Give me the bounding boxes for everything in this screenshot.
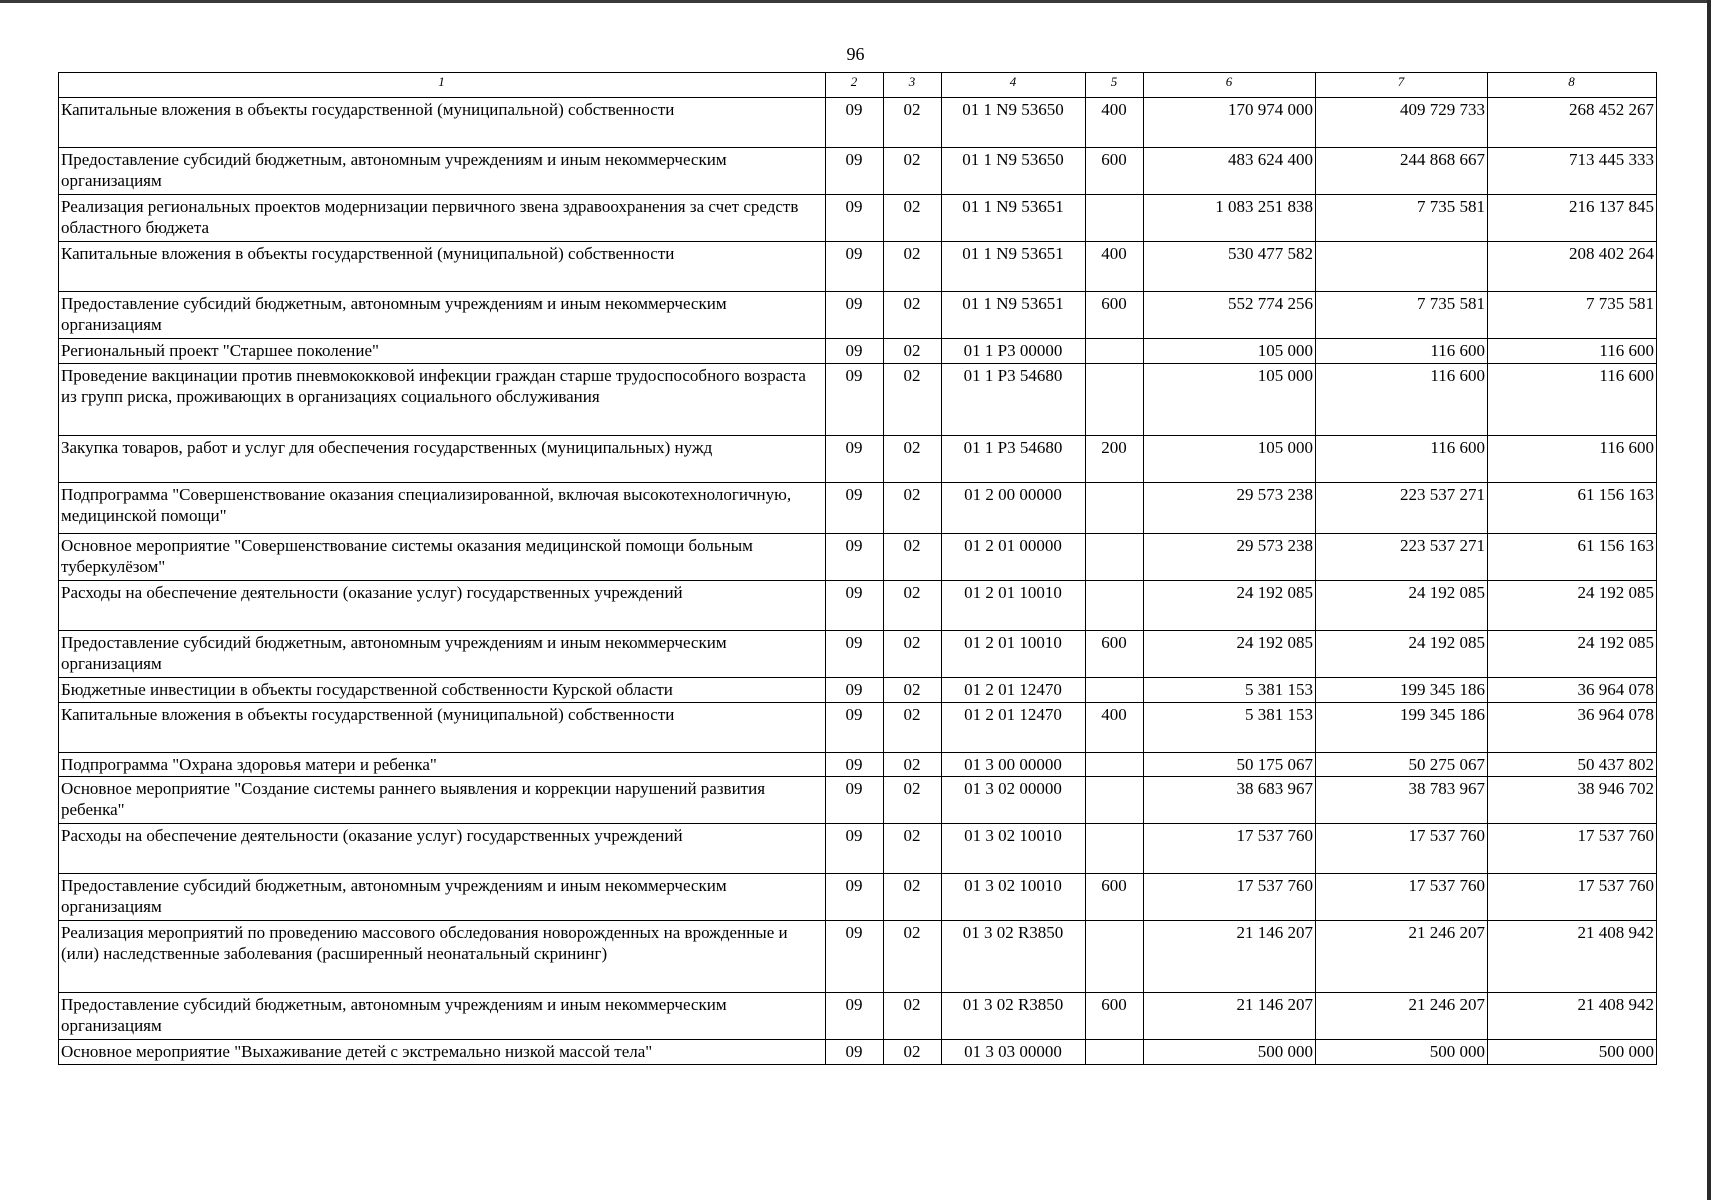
row-amount-3: 116 600: [1488, 436, 1657, 483]
row-target-code: 01 3 02 10010: [942, 874, 1086, 921]
header-cell-5: 5: [1086, 73, 1144, 98]
table-row: [59, 581, 1657, 631]
row-section: 09: [826, 631, 884, 678]
row-subsection: 02: [884, 753, 942, 777]
header-cell-8: 8: [1488, 73, 1657, 98]
row-expense-type: [1086, 921, 1144, 993]
row-amount-2: 116 600: [1316, 436, 1488, 483]
row-amount-2: 116 600: [1316, 364, 1488, 436]
row-name: Капитальные вложения в объекты государственной (муниципальной) собственности: [59, 703, 826, 753]
row-section: 09: [826, 678, 884, 703]
row-expense-type: 200: [1086, 436, 1144, 483]
row-section: 09: [826, 824, 884, 874]
row-subsection: 02: [884, 581, 942, 631]
row-subsection: 02: [884, 242, 942, 292]
header-cell-7: 7: [1316, 73, 1488, 98]
row-target-code: 01 3 02 R3850: [942, 993, 1086, 1040]
row-section: 09: [826, 483, 884, 534]
header-cell-1: 1: [59, 73, 826, 98]
row-expense-type: 600: [1086, 874, 1144, 921]
row-subsection: 02: [884, 921, 942, 993]
row-subsection: 02: [884, 874, 942, 921]
table-row: [59, 98, 1657, 148]
row-amount-2: 50 275 067: [1316, 753, 1488, 777]
table-row: [59, 874, 1657, 921]
table-row: [59, 534, 1657, 581]
row-subsection: 02: [884, 98, 942, 148]
table-row: [59, 436, 1657, 483]
row-name: Капитальные вложения в объекты государственной (муниципальной) собственности: [59, 242, 826, 292]
row-name: Подпрограмма "Охрана здоровья матери и ребенка": [59, 753, 826, 777]
row-expense-type: [1086, 678, 1144, 703]
row-name: Реализация региональных проектов модернизации первичного звена здравоохранения за счет средств областного бюджета: [59, 195, 826, 242]
row-target-code: 01 2 01 10010: [942, 581, 1086, 631]
row-expense-type: 400: [1086, 703, 1144, 753]
row-amount-1: 105 000: [1144, 339, 1316, 364]
table-header-row: [59, 73, 1657, 98]
header-cell-2: 2: [826, 73, 884, 98]
row-section: 09: [826, 98, 884, 148]
row-name: Предоставление субсидий бюджетным, автономным учреждениям и иным некоммерческим организациям: [59, 874, 826, 921]
row-target-code: 01 1 P3 00000: [942, 339, 1086, 364]
row-target-code: 01 2 00 00000: [942, 483, 1086, 534]
row-amount-2: 17 537 760: [1316, 874, 1488, 921]
table-row: [59, 364, 1657, 436]
row-amount-3: 38 946 702: [1488, 777, 1657, 824]
row-amount-1: 29 573 238: [1144, 483, 1316, 534]
row-amount-3: 21 408 942: [1488, 921, 1657, 993]
row-target-code: 01 2 01 12470: [942, 703, 1086, 753]
row-section: 09: [826, 581, 884, 631]
row-subsection: 02: [884, 993, 942, 1040]
row-section: 09: [826, 339, 884, 364]
row-amount-2: 38 783 967: [1316, 777, 1488, 824]
row-amount-3: 36 964 078: [1488, 703, 1657, 753]
row-amount-2: [1316, 242, 1488, 292]
row-section: 09: [826, 993, 884, 1040]
header-cell-6: 6: [1144, 73, 1316, 98]
row-amount-1: 552 774 256: [1144, 292, 1316, 339]
row-target-code: 01 1 N9 53651: [942, 195, 1086, 242]
scan-edge-right: [1707, 0, 1711, 1200]
row-amount-2: 7 735 581: [1316, 292, 1488, 339]
row-target-code: 01 3 02 R3850: [942, 921, 1086, 993]
table-row: [59, 483, 1657, 534]
table-row: [59, 753, 1657, 777]
row-subsection: 02: [884, 534, 942, 581]
row-name: Бюджетные инвестиции в объекты государственной собственности Курской области: [59, 678, 826, 703]
row-amount-1: 5 381 153: [1144, 703, 1316, 753]
row-name: Проведение вакцинации против пневмококковой инфекции граждан старше трудоспособного возраста из групп риска, проживающих в организациях социального обслуживания: [59, 364, 826, 436]
row-amount-1: 17 537 760: [1144, 824, 1316, 874]
row-target-code: 01 1 P3 54680: [942, 436, 1086, 483]
row-name: Предоставление субсидий бюджетным, автономным учреждениям и иным некоммерческим организациям: [59, 292, 826, 339]
row-section: 09: [826, 242, 884, 292]
row-amount-3: 7 735 581: [1488, 292, 1657, 339]
row-amount-2: 199 345 186: [1316, 703, 1488, 753]
row-amount-3: 24 192 085: [1488, 631, 1657, 678]
table-row: [59, 703, 1657, 753]
row-expense-type: [1086, 534, 1144, 581]
row-subsection: 02: [884, 483, 942, 534]
row-amount-1: 21 146 207: [1144, 993, 1316, 1040]
row-amount-3: 216 137 845: [1488, 195, 1657, 242]
row-expense-type: 600: [1086, 993, 1144, 1040]
page-number: 96: [846, 44, 865, 64]
row-expense-type: [1086, 753, 1144, 777]
row-subsection: 02: [884, 292, 942, 339]
table-row: [59, 777, 1657, 824]
row-name: Основное мероприятие "Совершенствование системы оказания медицинской помощи больным туберкулёзом": [59, 534, 826, 581]
table-row: [59, 1040, 1657, 1065]
row-name: Региональный проект "Старшее поколение": [59, 339, 826, 364]
row-subsection: 02: [884, 824, 942, 874]
row-section: 09: [826, 195, 884, 242]
row-amount-2: 21 246 207: [1316, 921, 1488, 993]
row-subsection: 02: [884, 703, 942, 753]
row-amount-1: 530 477 582: [1144, 242, 1316, 292]
row-expense-type: 600: [1086, 292, 1144, 339]
row-target-code: 01 1 P3 54680: [942, 364, 1086, 436]
row-expense-type: 400: [1086, 242, 1144, 292]
row-amount-2: 223 537 271: [1316, 483, 1488, 534]
row-subsection: 02: [884, 339, 942, 364]
row-amount-3: 21 408 942: [1488, 993, 1657, 1040]
table-row: [59, 824, 1657, 874]
row-section: 09: [826, 436, 884, 483]
header-cell-3: 3: [884, 73, 942, 98]
row-expense-type: [1086, 483, 1144, 534]
row-expense-type: [1086, 1040, 1144, 1065]
row-name: Основное мероприятие "Создание системы раннего выявления и коррекции нарушений развития ребенка": [59, 777, 826, 824]
row-section: 09: [826, 777, 884, 824]
table-body: [59, 73, 1657, 1065]
row-amount-3: 500 000: [1488, 1040, 1657, 1065]
row-name: Расходы на обеспечение деятельности (оказание услуг) государственных учреждений: [59, 581, 826, 631]
table-row: [59, 292, 1657, 339]
row-amount-1: 483 624 400: [1144, 148, 1316, 195]
table-row: [59, 339, 1657, 364]
row-amount-2: 24 192 085: [1316, 631, 1488, 678]
row-target-code: 01 1 N9 53650: [942, 148, 1086, 195]
row-expense-type: 600: [1086, 148, 1144, 195]
row-amount-3: 61 156 163: [1488, 483, 1657, 534]
row-amount-2: 17 537 760: [1316, 824, 1488, 874]
row-amount-2: 500 000: [1316, 1040, 1488, 1065]
row-amount-1: 1 083 251 838: [1144, 195, 1316, 242]
row-name: Реализация мероприятий по проведению массового обследования новорожденных на врожденные и (или) наследственные заболевания (расширенный неонатальный скрининг): [59, 921, 826, 993]
row-target-code: 01 1 N9 53651: [942, 292, 1086, 339]
row-amount-1: 17 537 760: [1144, 874, 1316, 921]
row-expense-type: [1086, 364, 1144, 436]
row-subsection: 02: [884, 364, 942, 436]
row-amount-3: 17 537 760: [1488, 874, 1657, 921]
row-amount-2: 223 537 271: [1316, 534, 1488, 581]
row-amount-1: 105 000: [1144, 436, 1316, 483]
row-name: Предоставление субсидий бюджетным, автономным учреждениям и иным некоммерческим организациям: [59, 148, 826, 195]
row-target-code: 01 3 00 00000: [942, 753, 1086, 777]
row-section: 09: [826, 364, 884, 436]
row-name: Предоставление субсидий бюджетным, автономным учреждениям и иным некоммерческим организациям: [59, 993, 826, 1040]
row-amount-3: 713 445 333: [1488, 148, 1657, 195]
row-section: 09: [826, 292, 884, 339]
row-name: Закупка товаров, работ и услуг для обеспечения государственных (муниципальных) нужд: [59, 436, 826, 483]
row-amount-3: 61 156 163: [1488, 534, 1657, 581]
row-name: Предоставление субсидий бюджетным, автономным учреждениям и иным некоммерческим организациям: [59, 631, 826, 678]
row-amount-3: 116 600: [1488, 339, 1657, 364]
row-section: 09: [826, 534, 884, 581]
row-amount-1: 50 175 067: [1144, 753, 1316, 777]
table-row: [59, 678, 1657, 703]
row-amount-3: 24 192 085: [1488, 581, 1657, 631]
row-expense-type: 600: [1086, 631, 1144, 678]
scan-edge-top: [0, 0, 1711, 3]
row-amount-2: 7 735 581: [1316, 195, 1488, 242]
header-cell-4: 4: [942, 73, 1086, 98]
row-amount-1: 500 000: [1144, 1040, 1316, 1065]
row-target-code: 01 1 N9 53651: [942, 242, 1086, 292]
row-amount-3: 36 964 078: [1488, 678, 1657, 703]
table-row: [59, 148, 1657, 195]
table-row: [59, 631, 1657, 678]
table-row: [59, 993, 1657, 1040]
row-section: 09: [826, 874, 884, 921]
row-section: 09: [826, 1040, 884, 1065]
row-amount-2: 244 868 667: [1316, 148, 1488, 195]
row-name: Основное мероприятие "Выхаживание детей с экстремально низкой массой тела": [59, 1040, 826, 1065]
row-expense-type: [1086, 339, 1144, 364]
row-amount-3: 50 437 802: [1488, 753, 1657, 777]
row-amount-1: 21 146 207: [1144, 921, 1316, 993]
row-target-code: 01 2 01 10010: [942, 631, 1086, 678]
row-amount-3: 17 537 760: [1488, 824, 1657, 874]
row-amount-3: 208 402 264: [1488, 242, 1657, 292]
row-subsection: 02: [884, 678, 942, 703]
row-subsection: 02: [884, 436, 942, 483]
row-target-code: 01 2 01 00000: [942, 534, 1086, 581]
row-section: 09: [826, 703, 884, 753]
row-target-code: 01 1 N9 53650: [942, 98, 1086, 148]
row-amount-1: 5 381 153: [1144, 678, 1316, 703]
row-section: 09: [826, 921, 884, 993]
row-subsection: 02: [884, 148, 942, 195]
row-expense-type: [1086, 581, 1144, 631]
row-expense-type: [1086, 195, 1144, 242]
row-subsection: 02: [884, 631, 942, 678]
row-amount-2: 21 246 207: [1316, 993, 1488, 1040]
row-target-code: 01 2 01 12470: [942, 678, 1086, 703]
row-subsection: 02: [884, 195, 942, 242]
row-amount-1: 38 683 967: [1144, 777, 1316, 824]
budget-table: [58, 72, 1657, 1065]
row-subsection: 02: [884, 777, 942, 824]
row-amount-1: 105 000: [1144, 364, 1316, 436]
table-row: [59, 195, 1657, 242]
row-amount-2: 116 600: [1316, 339, 1488, 364]
row-name: Подпрограмма "Совершенствование оказания специализированной, включая высокотехнологичную, медицинской помощи": [59, 483, 826, 534]
row-expense-type: 400: [1086, 98, 1144, 148]
row-amount-2: 24 192 085: [1316, 581, 1488, 631]
row-section: 09: [826, 148, 884, 195]
row-amount-1: 24 192 085: [1144, 581, 1316, 631]
row-target-code: 01 3 02 00000: [942, 777, 1086, 824]
row-amount-1: 29 573 238: [1144, 534, 1316, 581]
row-section: 09: [826, 753, 884, 777]
row-amount-2: 409 729 733: [1316, 98, 1488, 148]
table-row: [59, 921, 1657, 993]
row-amount-1: 170 974 000: [1144, 98, 1316, 148]
row-target-code: 01 3 02 10010: [942, 824, 1086, 874]
row-subsection: 02: [884, 1040, 942, 1065]
row-name: Капитальные вложения в объекты государственной (муниципальной) собственности: [59, 98, 826, 148]
row-amount-2: 199 345 186: [1316, 678, 1488, 703]
row-amount-3: 116 600: [1488, 364, 1657, 436]
table-row: [59, 242, 1657, 292]
row-amount-3: 268 452 267: [1488, 98, 1657, 148]
row-target-code: 01 3 03 00000: [942, 1040, 1086, 1065]
row-name: Расходы на обеспечение деятельности (оказание услуг) государственных учреждений: [59, 824, 826, 874]
row-amount-1: 24 192 085: [1144, 631, 1316, 678]
row-expense-type: [1086, 824, 1144, 874]
row-expense-type: [1086, 777, 1144, 824]
